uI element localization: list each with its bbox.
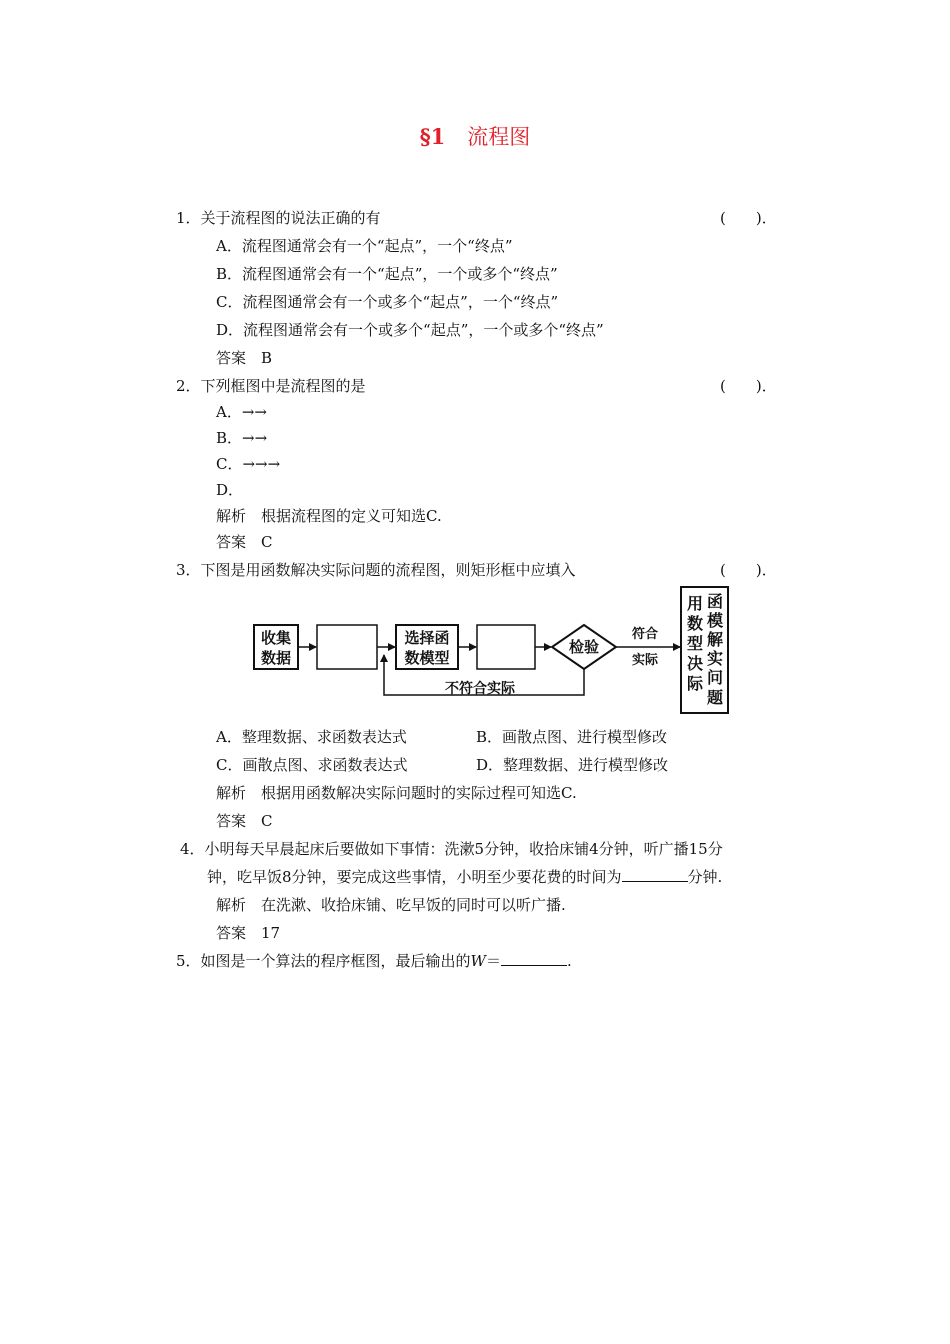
flow-box-blank-1 bbox=[317, 625, 377, 669]
q1-answer: 答案 B bbox=[216, 349, 273, 367]
q2-option-d: D． bbox=[216, 481, 244, 499]
q2-option-c: C．→→→ bbox=[216, 455, 281, 473]
q1-option-d: D．流程图通常会有一个或多个“起点”，一个或多个“终点” bbox=[216, 321, 604, 339]
flow-box-choose-model-line1: 选择函 bbox=[404, 629, 450, 647]
q3-option-d: D．整理数据、进行模型修改 bbox=[476, 756, 669, 774]
q1-stem: 1．关于流程图的说法正确的有 bbox=[176, 209, 381, 227]
q3-option-c: C．画散点图、求函数表达式 bbox=[216, 756, 408, 774]
q3-flowchart bbox=[250, 585, 735, 720]
final-char-2: 数 bbox=[686, 614, 704, 633]
q4-analysis: 解析 在洗漱、收拾床铺、吃早饭的同时可以听广播. bbox=[216, 896, 566, 914]
flow-yes-label-line2: 实际 bbox=[631, 653, 659, 668]
q4-stem-line2-text: 钟，吃早饭8分钟，要完成这些事情，小明至少要花费的时间为 bbox=[207, 868, 622, 886]
q2-option-a: A．→→ bbox=[216, 403, 267, 421]
final-char-4: 决 bbox=[686, 654, 704, 673]
final-char-6: 函 bbox=[706, 592, 724, 611]
q4-stem-line1: 4．小明每天早晨起床后要做如下事情：洗漱5分钟，收拾床铺4分钟，听广播15分 bbox=[180, 840, 723, 858]
q5-answer-blank bbox=[501, 951, 567, 966]
q2-analysis: 解析 根据流程图的定义可知选C. bbox=[216, 507, 442, 525]
final-char-7: 模 bbox=[706, 611, 724, 630]
q2-answer-paren: ( )． bbox=[720, 377, 777, 395]
q1-option-a: A．流程图通常会有一个“起点”，一个“终点” bbox=[216, 237, 513, 255]
q1-answer-paren: ( )． bbox=[720, 209, 777, 227]
q4-answer-blank bbox=[622, 867, 688, 882]
final-char-10: 问 bbox=[706, 668, 724, 687]
q5-end: . bbox=[566, 952, 572, 970]
q5-equals: ＝ bbox=[485, 952, 501, 970]
q3-answer: 答案 C bbox=[216, 812, 273, 830]
q3-answer-paren: ( )． bbox=[720, 561, 777, 579]
q4-stem-line2 bbox=[207, 867, 722, 887]
final-char-1: 用 bbox=[686, 594, 704, 613]
flow-yes-label-line1: 符合 bbox=[631, 627, 659, 642]
final-char-3: 型 bbox=[686, 634, 704, 653]
q1-option-c: C．流程图通常会有一个或多个“起点”，一个“终点” bbox=[216, 293, 559, 311]
final-char-9: 实 bbox=[706, 649, 724, 668]
q2-stem: 2．下列框图中是流程图的是 bbox=[176, 377, 366, 395]
flow-no-label: 不符合实际 bbox=[445, 681, 515, 697]
final-char-8: 解 bbox=[706, 630, 724, 649]
flow-box-choose-model-line2: 数模型 bbox=[404, 649, 450, 667]
flow-box-blank-2 bbox=[477, 625, 535, 669]
q3-analysis: 解析 根据用函数解决实际问题时的实际过程可知选C. bbox=[216, 784, 577, 802]
section-name: 流程图 bbox=[467, 125, 531, 149]
q3-option-a: A．整理数据、求函数表达式 bbox=[216, 728, 407, 746]
q4-answer: 答案 17 bbox=[216, 924, 281, 942]
section-number: §1 bbox=[419, 124, 446, 149]
q4-stem-line2-end: 分钟. bbox=[687, 868, 723, 886]
final-char-5: 际 bbox=[686, 674, 704, 693]
q3-option-b: B．画散点图、进行模型修改 bbox=[476, 728, 668, 746]
flow-box-collect-data-line2: 数据 bbox=[260, 649, 292, 667]
final-char-11: 题 bbox=[706, 688, 724, 707]
flow-decision-label: 检验 bbox=[568, 638, 600, 656]
q1-option-b: B．流程图通常会有一个“起点”，一个或多个“终点” bbox=[216, 265, 558, 283]
q5-variable: W bbox=[470, 952, 486, 970]
q5-stem bbox=[176, 951, 572, 971]
flow-box-collect-data-line1: 收集 bbox=[260, 629, 292, 647]
q3-stem: 3．下图是用函数解决实际问题的流程图，则矩形框中应填入 bbox=[176, 561, 576, 579]
q2-answer: 答案 C bbox=[216, 533, 273, 551]
q2-option-b: B．→→ bbox=[216, 429, 268, 447]
page-title bbox=[0, 124, 950, 150]
q5-stem-text: 5．如图是一个算法的程序框图，最后输出的 bbox=[176, 952, 471, 970]
